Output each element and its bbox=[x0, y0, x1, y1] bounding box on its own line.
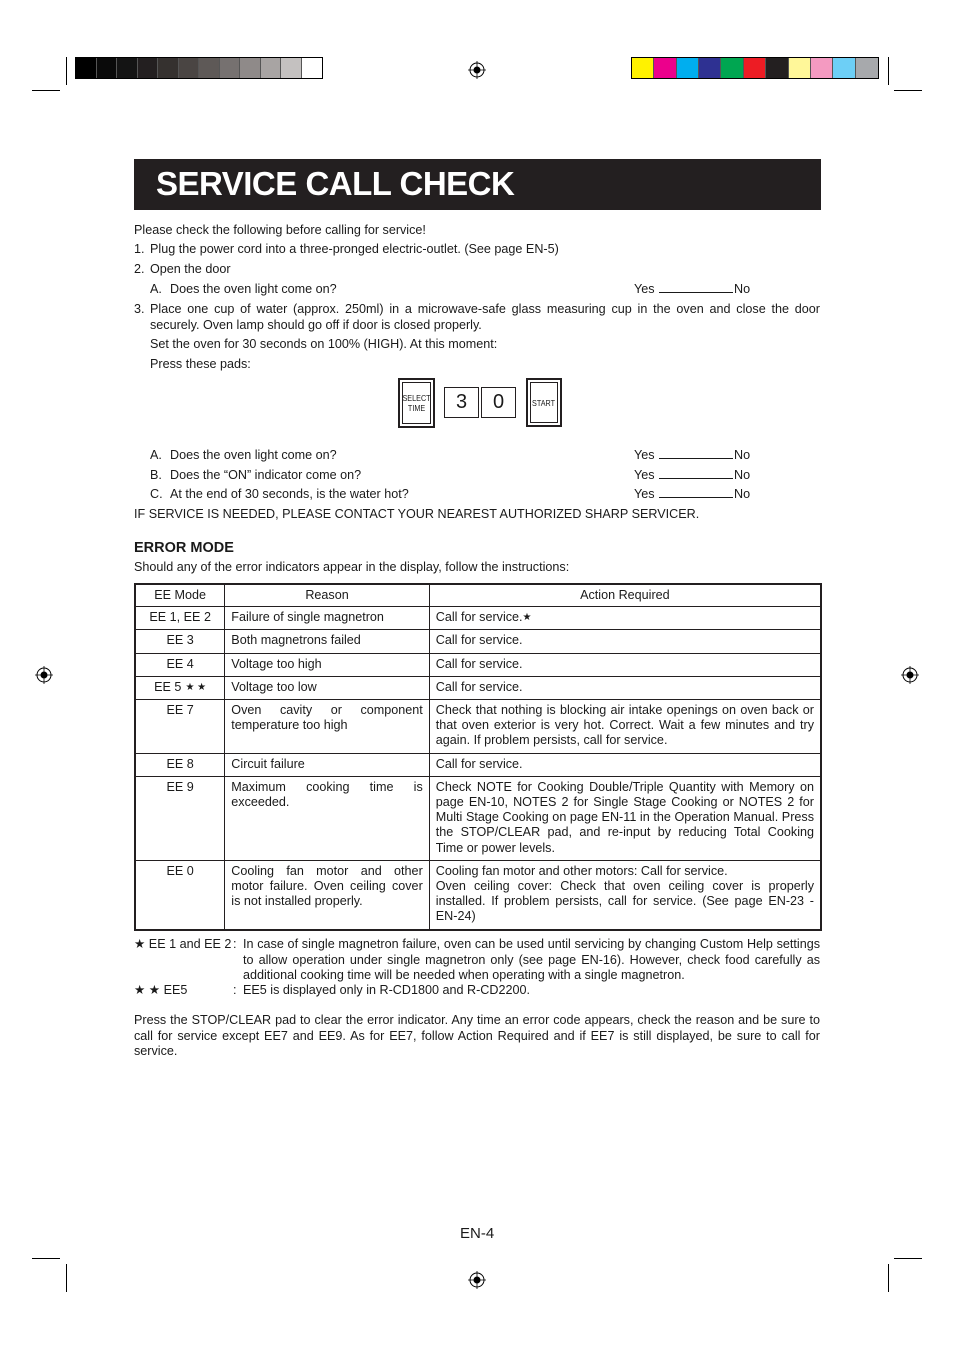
footnote-ee5 bbox=[134, 983, 820, 999]
color-swatch bbox=[654, 58, 676, 78]
reason-cell: Oven cavity or component temperature too high bbox=[225, 700, 429, 754]
select-time-label bbox=[402, 393, 430, 413]
start-pad bbox=[526, 378, 562, 427]
reason-cell: Maximum cooking time is exceeded. bbox=[225, 776, 429, 860]
crop-mark-br-h bbox=[894, 1258, 922, 1259]
action-cell bbox=[429, 653, 821, 676]
color-swatch bbox=[302, 58, 323, 78]
color-swatch bbox=[789, 58, 811, 78]
crop-mark-tl-v bbox=[66, 57, 67, 85]
registration-mark-icon bbox=[35, 666, 53, 684]
registration-mark-icon bbox=[468, 61, 486, 79]
color-swatch bbox=[632, 58, 654, 78]
yes-label: Yes bbox=[634, 282, 655, 296]
action-cell bbox=[429, 676, 821, 699]
reason-cell: Voltage too low bbox=[225, 676, 429, 699]
footnote-marker: ★ EE 1 and EE 2 bbox=[134, 937, 232, 951]
answer-blank bbox=[659, 448, 733, 459]
yes-label: Yes bbox=[634, 468, 655, 482]
color-swatch bbox=[811, 58, 833, 78]
footnote-marker: ★ ★ EE5 bbox=[134, 983, 188, 997]
footnote-separator: : bbox=[233, 983, 237, 997]
yes-no-answer bbox=[634, 487, 750, 503]
registration-mark-icon bbox=[901, 666, 919, 684]
color-swatch bbox=[261, 58, 282, 78]
step-2-text: Open the door bbox=[150, 262, 231, 276]
no-label: No bbox=[734, 468, 751, 482]
crop-mark-tl-h bbox=[32, 90, 60, 91]
page-number: EN-4 bbox=[460, 1225, 495, 1242]
intro-text: Please check the following before calling for service! bbox=[134, 223, 426, 237]
color-swatch bbox=[721, 58, 743, 78]
footnote-text: In case of single magnetron failure, oven can be used until servicing by changing Custom Help settings to allow operation under single magnetron only (see page EN-16). However, check food carefully as additional cooking time will be needed when operating with a single magnetron. bbox=[243, 937, 820, 982]
color-swatch bbox=[76, 58, 97, 78]
color-swatch bbox=[677, 58, 699, 78]
column-header-reason: Reason bbox=[225, 584, 429, 607]
no-label: No bbox=[734, 487, 751, 501]
action-text: Call for service. bbox=[435, 610, 523, 625]
column-header-mode: EE Mode bbox=[135, 584, 225, 607]
action-cell bbox=[429, 860, 821, 929]
error-code-cell bbox=[135, 630, 225, 653]
action-cell bbox=[429, 630, 821, 653]
crop-mark-br-v bbox=[888, 1264, 889, 1292]
color-swatch bbox=[856, 58, 878, 78]
table-row bbox=[135, 753, 821, 776]
error-code: EE 0 bbox=[166, 863, 194, 878]
select-label: SELECT bbox=[402, 393, 431, 403]
error-code-cell bbox=[135, 653, 225, 676]
error-code-cell bbox=[135, 700, 225, 754]
action-cell bbox=[429, 776, 821, 860]
table-header-row bbox=[135, 584, 821, 607]
answer-blank bbox=[659, 282, 733, 293]
error-code-cell bbox=[135, 753, 225, 776]
action-text: Check that nothing is blocking air intake openings on oven back or that oven exterior is very hot. Correct. Wait a few minutes and try again. If problem persists, call for service. bbox=[435, 703, 814, 748]
crop-mark-tr-v bbox=[888, 57, 889, 85]
reason-cell: Failure of single magnetron bbox=[225, 607, 429, 630]
start-label: START bbox=[532, 397, 556, 408]
select-time-pad bbox=[398, 378, 435, 428]
error-code-cell bbox=[135, 676, 225, 699]
error-table-body bbox=[135, 607, 821, 930]
yes-label: Yes bbox=[634, 487, 655, 501]
step-3-question-b-label: B. bbox=[150, 468, 162, 482]
color-swatch bbox=[281, 58, 302, 78]
footnote-text: EE5 is displayed only in R-CD1800 and R-CD2200. bbox=[243, 983, 531, 997]
yes-label: Yes bbox=[634, 448, 655, 462]
action-text: Check NOTE for Cooking Double/Triple Quantity with Memory on page EN-10, NOTES 2 for Single Stage Cooking or NOTES 2 for Multi Stage Cooking on page EN-11 in the Operation Manual. Press the STOP/CLEAR pad, and re-input by reducing Total Cooking Time or power levels. bbox=[435, 779, 814, 855]
color-swatch bbox=[199, 58, 220, 78]
color-swatch bbox=[97, 58, 118, 78]
step-3-question-c-text: At the end of 30 seconds, is the water hot? bbox=[170, 487, 409, 501]
table-row bbox=[135, 860, 821, 929]
step-3-question-c-label: C. bbox=[150, 487, 163, 501]
step-2-question-label: A. bbox=[150, 282, 162, 296]
color-swatch bbox=[158, 58, 179, 78]
answer-blank bbox=[659, 487, 733, 498]
table-row bbox=[135, 653, 821, 676]
error-code: EE 1, EE 2 bbox=[149, 610, 211, 625]
page-title: SERVICE CALL CHECK bbox=[156, 165, 515, 202]
reason-cell: Circuit failure bbox=[225, 753, 429, 776]
closing-paragraph: Press the STOP/CLEAR pad to clear the error indicator. Any time an error code appears, check the reason and be sure to call for service except EE7 and EE9. As for EE7, follow Action Required and if EE7 is still displayed, be sure to call for service. bbox=[134, 1013, 820, 1058]
error-code-cell bbox=[135, 776, 225, 860]
error-code: EE 7 bbox=[166, 703, 194, 718]
step-1-number: 1. bbox=[134, 242, 145, 256]
column-header-action: Action Required bbox=[429, 584, 821, 607]
error-mode-intro: Should any of the error indicators appear in the display, follow the instructions: bbox=[134, 560, 570, 574]
error-code: EE 5 bbox=[154, 679, 182, 694]
table-row bbox=[135, 676, 821, 699]
crop-mark-bl-v bbox=[66, 1264, 67, 1292]
step-3-question-a-text: Does the oven light come on? bbox=[170, 448, 337, 462]
action-cell bbox=[429, 753, 821, 776]
registration-mark-icon bbox=[468, 1271, 486, 1289]
table-row bbox=[135, 700, 821, 754]
step-3-set-text: Set the oven for 30 seconds on 100% (HIGH). At this moment: bbox=[150, 337, 498, 351]
error-code: EE 9 bbox=[166, 779, 194, 794]
error-code: EE 4 bbox=[166, 656, 194, 671]
action-text-secondary: Oven ceiling cover: Check that oven ceiling cover is properly installed. If problem persists, call for service. (See page EN-23 - EN-24) bbox=[435, 879, 814, 924]
error-code: EE 8 bbox=[166, 756, 194, 771]
action-text: Cooling fan motor and other motors: Call for service. bbox=[435, 863, 728, 878]
crop-mark-bl-h bbox=[32, 1258, 60, 1259]
step-2-number: 2. bbox=[134, 262, 145, 276]
service-notice: IF SERVICE IS NEEDED, PLEASE CONTACT YOUR NEAREST AUTHORIZED SHARP SERVICER. bbox=[134, 507, 700, 521]
error-code: EE 3 bbox=[166, 633, 194, 648]
star-icon: ★ bbox=[522, 612, 532, 624]
color-swatch bbox=[240, 58, 261, 78]
process-color-bar bbox=[631, 57, 879, 79]
step-2-question-text: Does the oven light come on? bbox=[170, 282, 337, 296]
footnote-separator: : bbox=[233, 937, 237, 951]
step-3-number: 3. bbox=[134, 302, 145, 316]
step-3-question-a-label: A. bbox=[150, 448, 162, 462]
action-cell bbox=[429, 700, 821, 754]
digit-3-pad: 3 bbox=[444, 387, 479, 418]
color-swatch bbox=[744, 58, 766, 78]
step-3-press-text: Press these pads: bbox=[150, 357, 251, 371]
crop-mark-tr-h bbox=[894, 90, 922, 91]
star-icon: ★ ★ bbox=[185, 681, 207, 693]
digit-0-pad: 0 bbox=[481, 387, 516, 418]
grayscale-color-bar bbox=[75, 57, 323, 79]
step-3-question-b-text: Does the “ON” indicator come on? bbox=[170, 468, 362, 482]
time-label: TIME bbox=[407, 403, 426, 413]
action-text: Call for service. bbox=[435, 633, 523, 648]
error-mode-table bbox=[134, 583, 822, 931]
action-text: Call for service. bbox=[435, 656, 523, 671]
table-row bbox=[135, 776, 821, 860]
step-3-text: Place one cup of water (approx. 250ml) in a microwave-safe glass measuring cup in the oven and close the door securely. Oven lamp should go off if door is closed properly. bbox=[150, 302, 820, 332]
step-1-text: Plug the power cord into a three-pronged electric-outlet. (See page EN-5) bbox=[150, 242, 559, 256]
error-mode-heading: ERROR MODE bbox=[134, 540, 234, 556]
answer-blank bbox=[659, 468, 733, 479]
color-swatch bbox=[117, 58, 138, 78]
reason-cell: Cooling fan motor and other motor failure. Oven ceiling cover is not installed properly. bbox=[225, 860, 429, 929]
color-swatch bbox=[220, 58, 241, 78]
color-swatch bbox=[179, 58, 200, 78]
page-header-bar bbox=[134, 159, 821, 210]
yes-no-answer bbox=[634, 448, 750, 464]
reason-cell: Both magnetrons failed bbox=[225, 630, 429, 653]
table-row bbox=[135, 607, 821, 630]
error-code-cell bbox=[135, 860, 225, 929]
action-cell bbox=[429, 607, 821, 630]
color-swatch bbox=[138, 58, 159, 78]
yes-no-answer bbox=[634, 468, 750, 484]
color-swatch bbox=[766, 58, 788, 78]
color-swatch bbox=[833, 58, 855, 78]
color-swatch bbox=[699, 58, 721, 78]
no-label: No bbox=[734, 448, 751, 462]
action-text: Call for service. bbox=[435, 679, 523, 694]
table-row bbox=[135, 630, 821, 653]
footnote-ee1-ee2 bbox=[134, 937, 820, 984]
action-text: Call for service. bbox=[435, 756, 523, 771]
reason-cell: Voltage too high bbox=[225, 653, 429, 676]
no-label: No bbox=[734, 282, 751, 296]
error-code-cell bbox=[135, 607, 225, 630]
yes-no-answer bbox=[634, 282, 750, 298]
